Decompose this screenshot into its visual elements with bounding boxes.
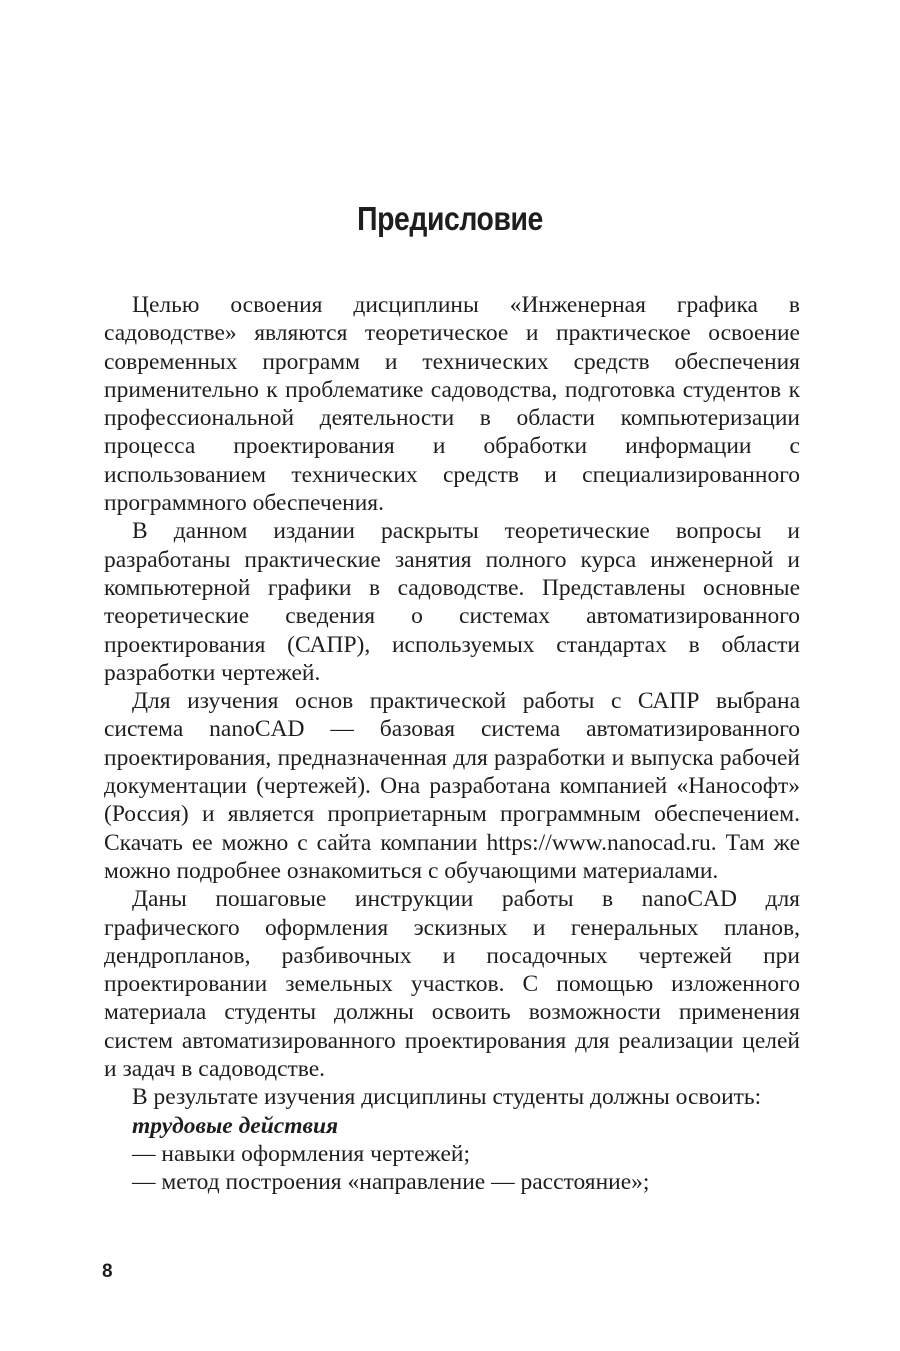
paragraph-results: В результате изучения дисциплины студенты должны освоить:	[132, 1084, 762, 1111]
body-text	[104, 291, 800, 1197]
page-number: 8	[102, 1261, 113, 1282]
paragraph-goals: Целью освоения дисциплины «Инженерная графика в садоводстве» являются теоретическое и практическое освоение современных программ и технических средств обеспечения применительно к проблематике садоводства, подготовка студентов к профессиональной деятельности в области компьютеризации процесса проектирования и обработки информации с использованием технических средств и специализированного программного обеспечения.	[104, 292, 800, 517]
list-item: — метод построения «направление — расстояние»;	[132, 1169, 650, 1196]
paragraph-instructions: Даны пошаговые инструкции работы в nanoCAD для графического оформления эскизных и генеральных планов, дендропланов, разбивочных и посадочных чертежей при проектировании земельных участков. С помощью изложенного материала студенты должны освоить возможности применения систем автоматизированного проектирования для реализации целей и задач в садоводстве.	[104, 886, 800, 1083]
paragraph-contents: В данном издании раскрыты теоретические вопросы и разработаны практические занятия полного курса инженерной и компьютерной графики в садоводстве. Представлены основные теоретические сведения о системах автоматизированного проектирования (САПР), используемых стандартах в области разработки чертежей.	[104, 518, 800, 686]
list-item: — навыки оформления чертежей;	[132, 1140, 470, 1167]
page-title: Предисловие	[357, 200, 543, 237]
emphasis-heading: трудовые действия	[132, 1112, 339, 1139]
paragraph-nanocad: Для изучения основ практической работы с САПР выбрана система nanoCAD — базовая система автоматизированного проектирования, предназначенная для разработки и выпуска рабочей документации (чертежей). Она разработана компанией «Нанософт» (Россия) и является проприетарным программным обеспечением. Скачать ее можно с сайта компании https://www.nanocad.ru. Там же можно подробнее ознакомиться с обучающими материалами.	[104, 688, 800, 884]
